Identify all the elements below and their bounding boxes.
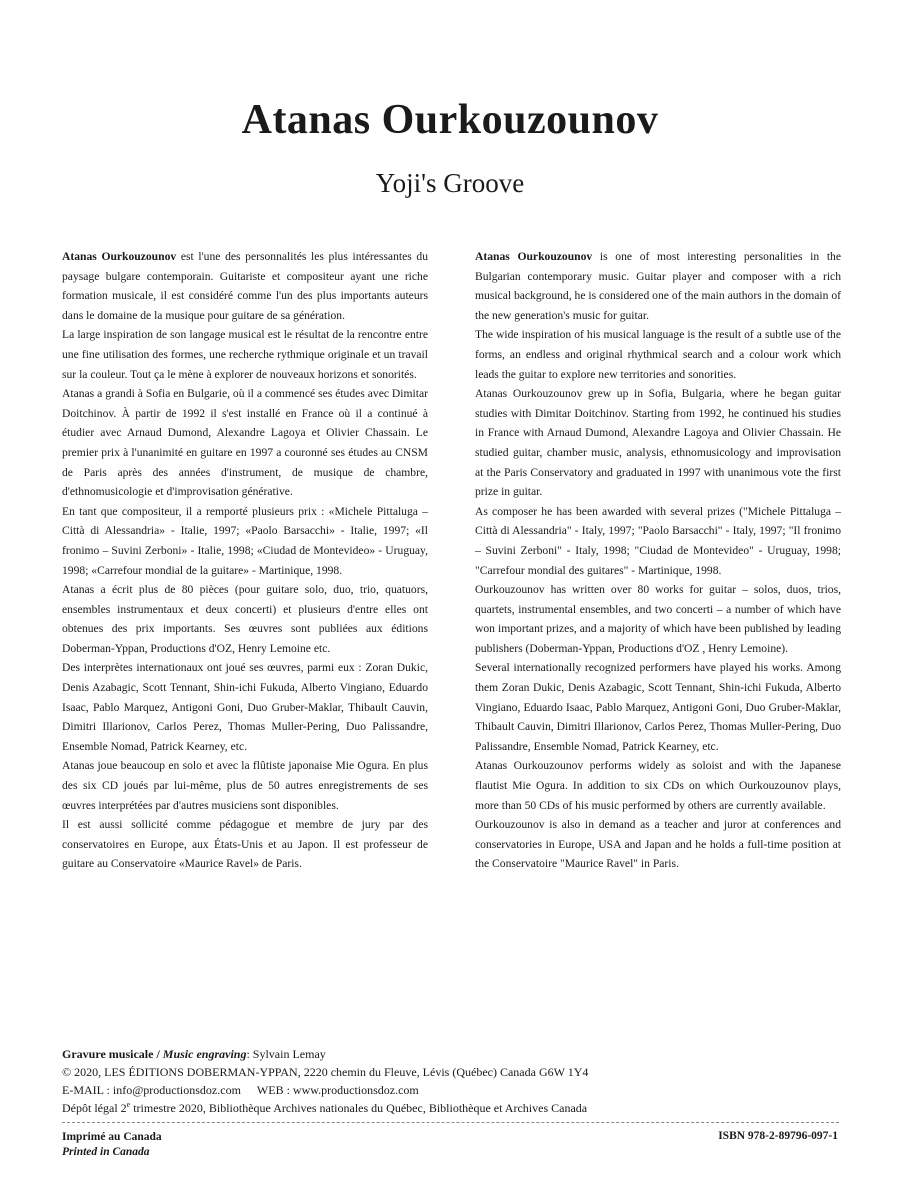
en-paragraph-2: The wide inspiration of his musical language is the result of a subtle use of the forms, an endless and original rhythmical search and a colour work which leads the guitar to explore new territories and sonorities. (475, 328, 841, 381)
piece-title: Yoji's Groove (375, 168, 525, 198)
isbn-number: ISBN 978-2-89796-097-1 (718, 1130, 838, 1142)
en-paragraph-5: Ourkouzounov has written over 80 works for guitar – solos, duos, trios, quartets, instrumental ensembles, and two concerti – a number of which have won important prizes, and a majority of which have been published by leading publishers (Doberman-Yppan, Productions d'OZ , Henry Lemoine). (475, 583, 841, 655)
fr-paragraph-8: Il est aussi sollicité comme pédagogue et membre de jury par des conservatoires en Europe, aux États-Unis et au Japon. Il est professeur de guitare au Conservatoire «Maurice Ravel» de Paris. (62, 818, 428, 871)
en-paragraph-3: Atanas Ourkouzounov grew up in Sofia, Bulgaria, where he began guitar studies with Dimitar Doitchinov. Starting from 1992, he continued his studies in France with Arnaud Dumond, Alexandre Lagoya and Olivier Chassain. He studied guitar, chamber music, analysis, ethnomusicology and improvisation at the Paris Conservatory and graduated in 1997 with unanimous vote the first prize in guitar. (475, 387, 841, 499)
publisher-credits (62, 1045, 842, 1117)
legal-deposit-line: Dépôt légal 2e trimestre 2020, Bibliothèque Archives nationales du Québec, Bibliothèque et Archives Canada (62, 1100, 588, 1115)
fr-paragraph-5: Atanas a écrit plus de 80 pièces (pour guitare solo, duo, trio, quatuors, ensembles instrumentaux et deux concerti) et plusieurs d'entre elles ont obtenues des prix importants. Ses œuvres sont publiées aux éditions Doberman-Yppan, Productions d'OZ, Henry Lemoine etc. (62, 583, 428, 655)
engraving-credit: Gravure musicale / Music engraving: Sylvain Lemay (62, 1047, 326, 1061)
printed-fr: Imprimé au Canada (62, 1131, 162, 1143)
en-paragraph-1: Atanas Ourkouzounov is one of most interesting personalities in the Bulgarian contemporary music. Guitar player and composer with a rich musical background, he is considered one of the main authors in the domain of the new generation's music for guitar. (475, 250, 841, 322)
fr-paragraph-3: Atanas a grandi à Sofia en Bulgarie, où il a commencé ses études avec Dimitar Doitchinov. À partir de 1992 il s'est installé en France où il a continué à étudier avec Arnaud Dumond, Alexandre Lagoya et Olivier Chassain. Le premier prix à l'unanimité en guitare en 1997 a couronné ses études au CNSM de Paris après des années d'instrument, de musique de chambre, d'ethnomusicologie et d'improvisation générative. (62, 387, 428, 499)
contact-line (62, 1081, 842, 1099)
fr-paragraph-6: Des interprètes internationaux ont joué ses œuvres, parmi eux : Zoran Dukic, Denis Azabagic, Scott Tennant, Shin-ichi Fukuda, Alberto Vingiano, Eduardo Isaac, Pablo Marquez, Antigoni Goni, Duo Gruber-Maklar, Thibault Cauvin, Dimitri Illarionov, Carlos Perez, Thomas Muller-Pering, Duo Palissandre, Ensemble Nomad, Patrick Kearney, etc. (62, 661, 428, 753)
fr-paragraph-2: La large inspiration de son langage musical est le résultat de la rencontre entre une fine utilisation des formes, une recherche rythmique originale et un travail sur la couleur. Tout ça le mène à explorer de nouveaux horizons et sonorités. (62, 328, 428, 381)
en-lead-name: Atanas Ourkouzounov (475, 250, 593, 263)
en-paragraph-4: As composer he has been awarded with several prizes ("Michele Pittaluga – Città di Alessandria" - Italy, 1997; "Paolo Barsacchi" - Italy, 1997; "Il fronimo – Suvini Zerboni" - Italy, 1998; "Ciudad de Montevideo" - Uruguay, 1998; "Carrefour mondial des guitares" - Martinique, 1998. (475, 504, 841, 577)
composer-title: Atanas Ourkouzounov (241, 97, 659, 143)
fr-paragraph-4: En tant que compositeur, il a remporté plusieurs prix : «Michele Pittaluga – Città di Alessandria» - Italie, 1997; «Paolo Barsacchi» - Italie, 1997; «Il fronimo – Suvini Zerboni» - Italie, 1998; «Ciudad de Montevideo» - Uruguay, 1998; «Carrefour mondial de la guitare» - Martinique, 1998. (62, 504, 428, 577)
footer-divider (62, 1122, 839, 1123)
english-biography (475, 247, 841, 874)
en-paragraph-8: Ourkouzounov is also in demand as a teacher and juror at conferences and conservatories in Europe, USA and Japan and he holds a full-time position at the Conservatoire "Maurice Ravel" in Paris. (475, 818, 841, 871)
copyright-line: © 2020, LES ÉDITIONS DOBERMAN-YPPAN, 2220 chemin du Fleuve, Lévis (Québec) Canada G6W 1Y4 (62, 1065, 589, 1079)
web-text: WEB : www.productionsdoz.com (256, 1083, 419, 1097)
fr-paragraph-1: Atanas Ourkouzounov est l'une des personnalités les plus intéressantes du paysage bulgare contemporain. Guitariste et compositeur ayant une riche formation musicale, il est considéré comme l'un des plus importants auteurs dans le domaine de la musique pour guitare de sa génération. (62, 250, 428, 322)
en-paragraph-7: Atanas Ourkouzounov performs widely as soloist and with the Japanese flautist Mie Ogura. In addition to six CDs on which Ourkouzounov plays, more than 50 CDs of his music performed by others are currently available. (475, 759, 841, 812)
fr-paragraph-7: Atanas joue beaucoup en solo et avec la flûtiste japonaise Mie Ogura. En plus des six CD joués par lui-même, plus de 50 autres enregistrements de ses œuvres interprétées par d'autres musiciens sont disponibles. (62, 759, 428, 812)
en-paragraph-6: Several internationally recognized performers have played his works. Among them Zoran Dukic, Denis Azabagic, Scott Tennant, Shin-ichi Fukuda, Alberto Vingiano, Eduardo Isaac, Pablo Marquez, Antigoni Goni, Duo Gruber-Maklar, Thibault Cauvin, Dimitri Illarionov, Carlos Perez, Thomas Muller-Pering, Duo Palissandre, Ensemble Nomad, Patrick Kearney, etc. (475, 661, 841, 753)
email-text: E-MAIL : info@productionsdoz.com (62, 1083, 241, 1097)
french-biography (62, 247, 428, 874)
printed-en: Printed in Canada (62, 1146, 150, 1158)
printed-in (62, 1130, 162, 1160)
fr-lead-name: Atanas Ourkouzounov (62, 250, 177, 263)
